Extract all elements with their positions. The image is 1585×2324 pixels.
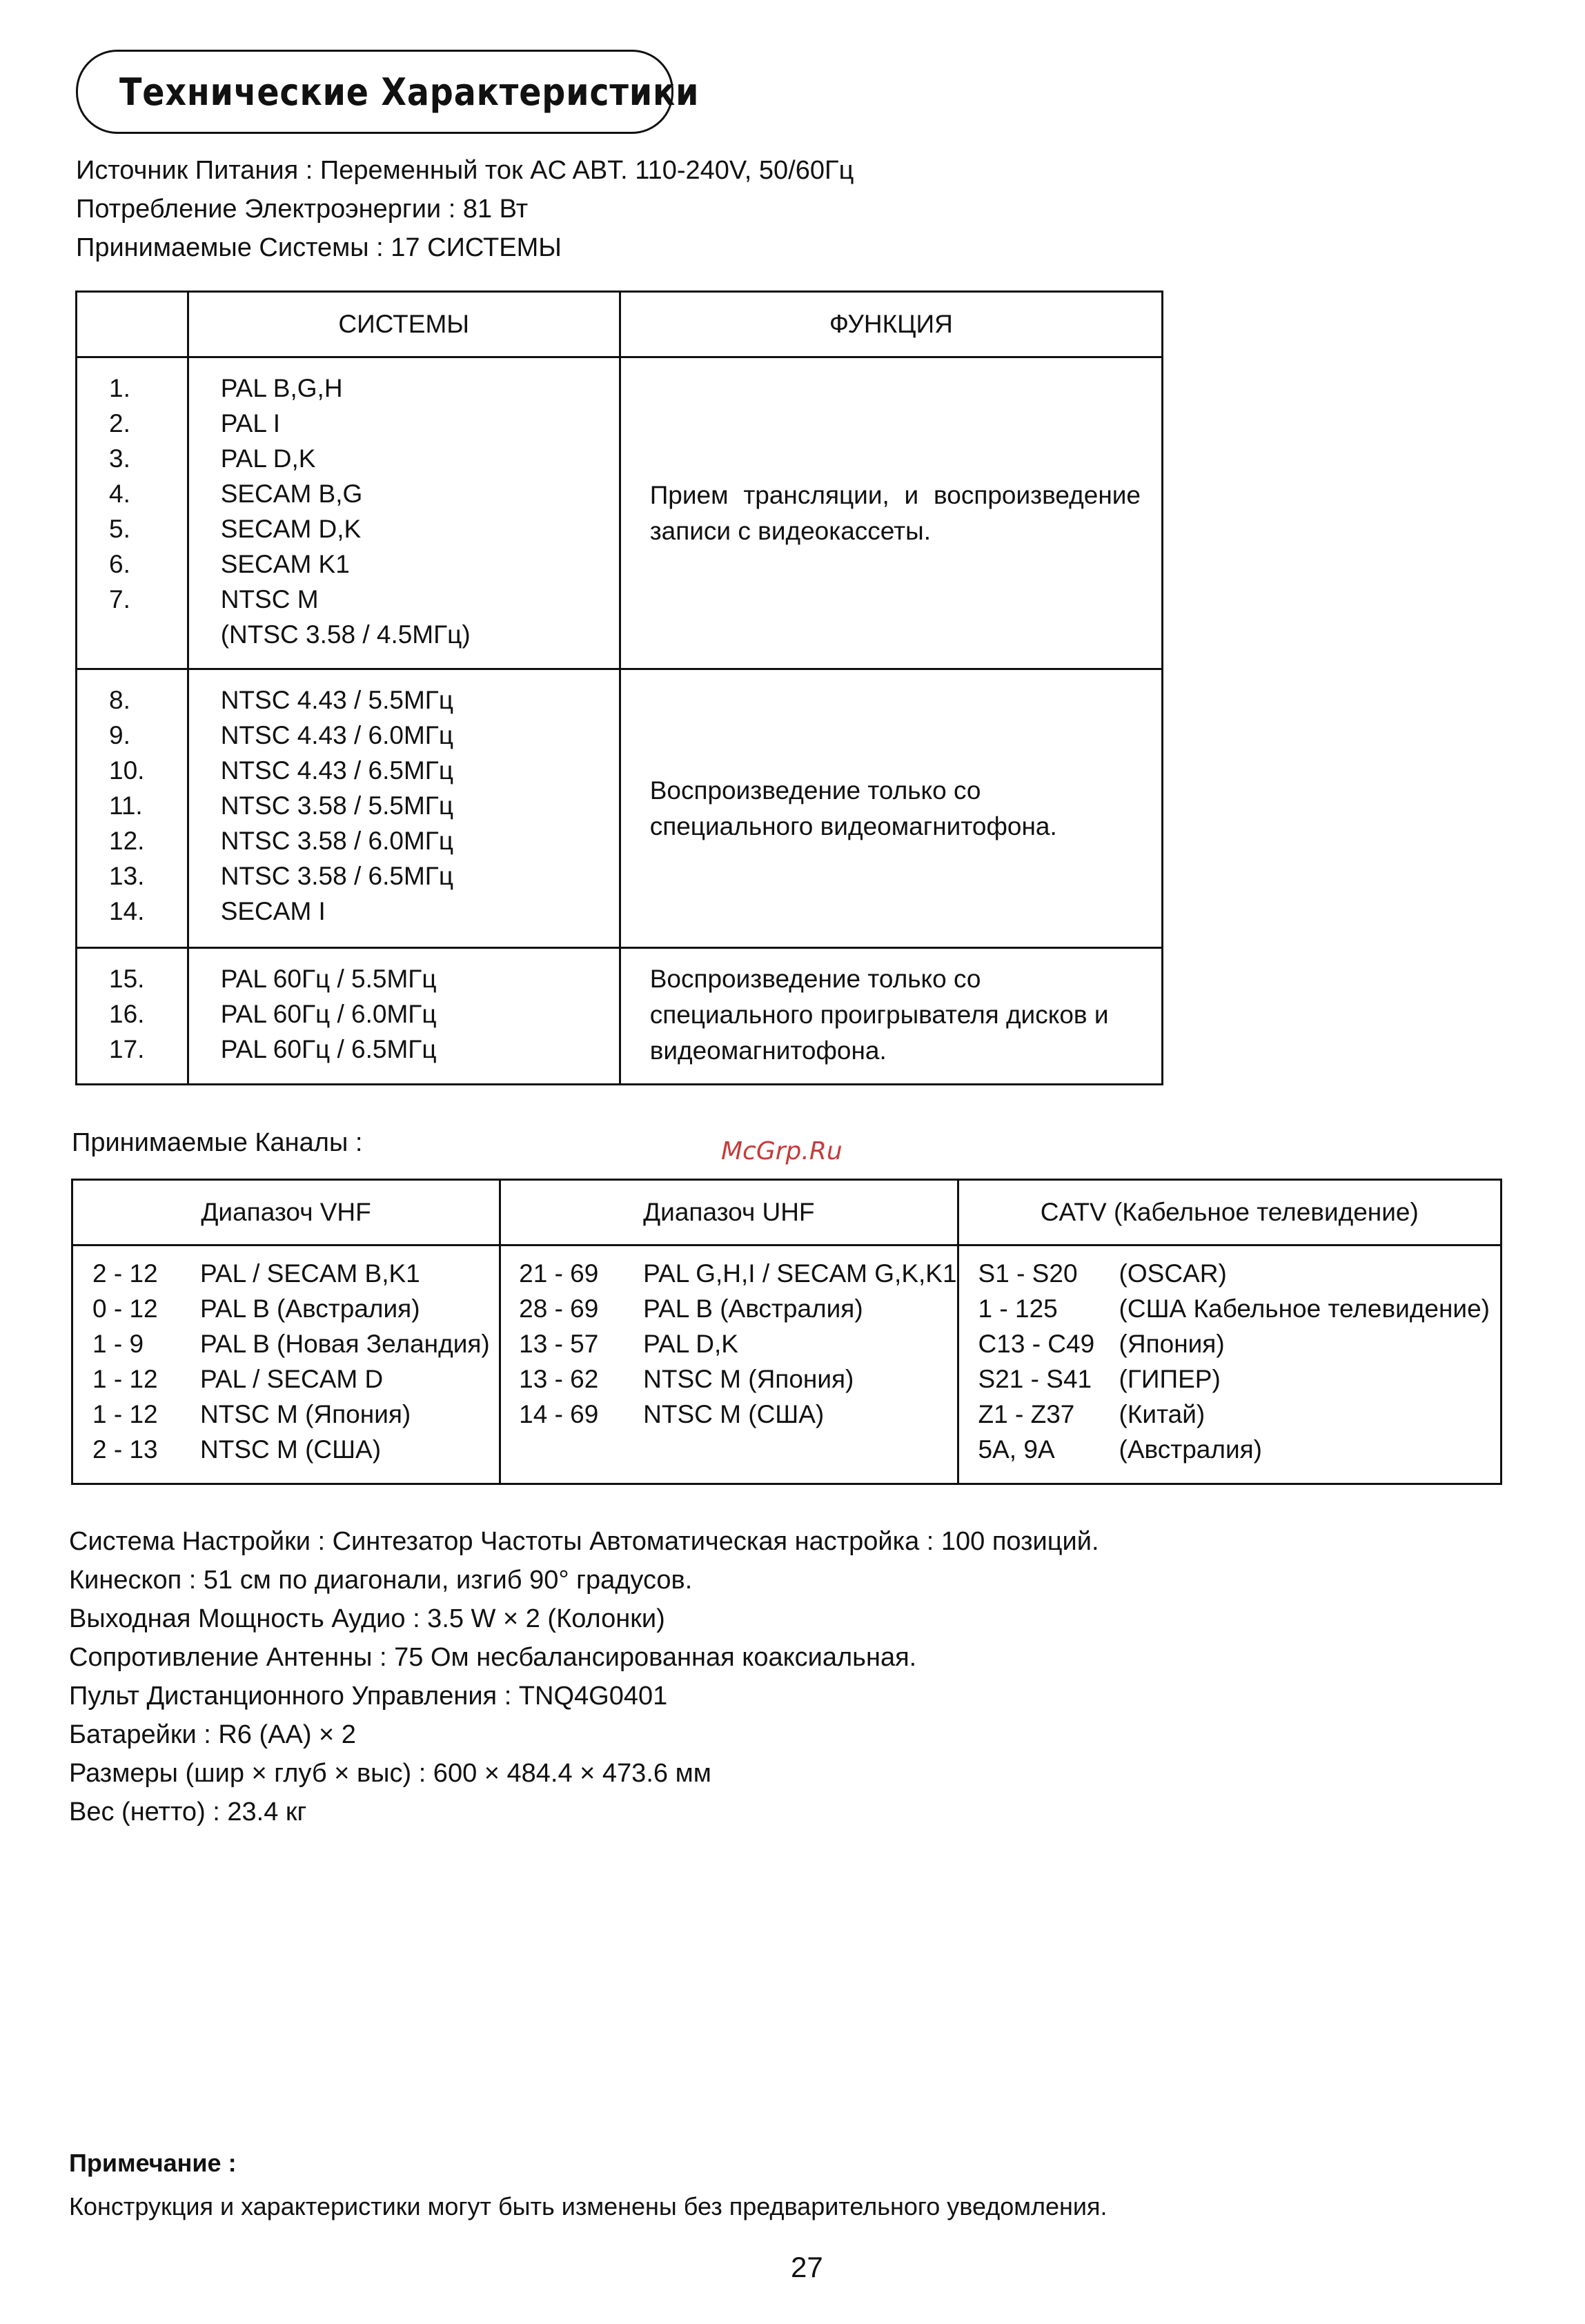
number: 11. bbox=[109, 791, 143, 820]
system-name: NTSC 3.58 / 6.5МГц bbox=[220, 862, 454, 890]
group-2-function bbox=[620, 669, 1162, 948]
group-1-systems bbox=[188, 357, 620, 669]
number: 3. bbox=[109, 444, 130, 473]
catv-row bbox=[978, 1291, 1500, 1326]
channels-label: Принимаемые Каналы : bbox=[72, 1128, 363, 1157]
system-name: SECAM K1 bbox=[220, 550, 350, 578]
system-name: NTSC 4.43 / 6.0МГц bbox=[220, 721, 454, 749]
channel-system: (США Кабельное телевидение) bbox=[1119, 1294, 1490, 1323]
function-line: специального проигрывателя дисков и bbox=[649, 1001, 1109, 1029]
uhf-row bbox=[519, 1291, 956, 1326]
number: 12. bbox=[109, 827, 145, 855]
function-line: Воспроизведение только со bbox=[649, 965, 981, 993]
system-name: NTSC 3.58 / 5.5МГц bbox=[220, 791, 454, 820]
function-line: видеомагнитофона. bbox=[649, 1036, 887, 1065]
group-3-function bbox=[620, 948, 1162, 1085]
function-line: специального видеомагнитофона. bbox=[649, 811, 1057, 840]
channel-range: 21 - 69 bbox=[519, 1259, 599, 1288]
group-1-function bbox=[620, 357, 1162, 669]
function-line: Прием трансляции, и воспроизведение bbox=[649, 480, 1141, 509]
group-3-systems bbox=[188, 948, 620, 1085]
uhf-cell bbox=[500, 1245, 958, 1484]
channel-system: NTSC M (Япония) bbox=[643, 1365, 854, 1393]
catv-row bbox=[978, 1432, 1500, 1467]
number: 5. bbox=[109, 515, 130, 543]
channel-system: (ГИПЕР) bbox=[1119, 1365, 1221, 1393]
number: 15. bbox=[109, 965, 145, 993]
channel-range: 1 - 125 bbox=[978, 1294, 1058, 1323]
header-vhf: Диапазоч VHF bbox=[72, 1180, 500, 1245]
system-name: (NTSC 3.58 / 4.5МГц) bbox=[220, 620, 471, 649]
vhf-row bbox=[92, 1361, 499, 1397]
systems-table bbox=[75, 290, 1163, 1085]
channel-range: 1 - 12 bbox=[92, 1365, 158, 1393]
channel-range: Z1 - Z37 bbox=[978, 1400, 1075, 1428]
spec-batteries: Батарейки : R6 (AA) × 2 bbox=[69, 1720, 356, 1749]
system-name: PAL D,K bbox=[220, 444, 316, 473]
channel-system: (Австралия) bbox=[1119, 1435, 1263, 1464]
vhf-row bbox=[92, 1256, 499, 1291]
system-name: SECAM I bbox=[220, 897, 326, 925]
number: 4. bbox=[109, 480, 130, 508]
number bbox=[109, 617, 187, 652]
function-line: Воспроизведение только со bbox=[649, 776, 981, 805]
channel-system: PAL B (Австралия) bbox=[200, 1294, 420, 1323]
number: 14. bbox=[109, 897, 145, 925]
number: 17. bbox=[109, 1035, 145, 1063]
channel-range: 13 - 57 bbox=[519, 1330, 599, 1358]
group-2-systems bbox=[188, 669, 620, 948]
systems-group-2 bbox=[77, 669, 1163, 948]
system-name: NTSC 4.43 / 5.5МГц bbox=[220, 686, 454, 714]
note-text: Конструкция и характеристики могут быть изменены без предварительного уведомления. bbox=[69, 2192, 1107, 2220]
number: 8. bbox=[109, 686, 130, 714]
channel-system: (Китай) bbox=[1119, 1400, 1205, 1428]
system-name: PAL I bbox=[220, 409, 281, 437]
channel-range: 14 - 69 bbox=[519, 1400, 599, 1428]
channel-system: PAL G,H,I / SECAM G,K,K1 bbox=[643, 1259, 957, 1288]
catv-row bbox=[978, 1256, 1500, 1291]
systems-received-line: Принимаемые Системы : 17 СИСТЕМЫ bbox=[76, 233, 562, 262]
vhf-row bbox=[92, 1291, 499, 1326]
channel-system: PAL / SECAM D bbox=[200, 1365, 384, 1393]
channel-system: (OSCAR) bbox=[1119, 1259, 1227, 1288]
catv-row bbox=[978, 1326, 1500, 1361]
systems-group-1 bbox=[77, 357, 1163, 669]
channel-system: (Япония) bbox=[1119, 1330, 1225, 1358]
vhf-cell bbox=[72, 1245, 500, 1484]
channel-system: PAL D,K bbox=[643, 1330, 738, 1358]
group-3-numbers bbox=[77, 948, 188, 1085]
spec-remote-control: Пульт Дистанционного Управления : TNQ4G0401 bbox=[69, 1682, 668, 1711]
system-name: PAL 60Гц / 5.5МГц bbox=[220, 965, 437, 993]
channel-system: NTSC M (США) bbox=[200, 1435, 382, 1464]
channel-system: NTSC M (США) bbox=[643, 1400, 825, 1428]
system-name: PAL 60Гц / 6.5МГц bbox=[220, 1035, 437, 1063]
vhf-row bbox=[92, 1326, 499, 1361]
spec-dimensions: Размеры (шир × глуб × выс) : 600 × 484.4 × 473.6 мм bbox=[69, 1759, 711, 1788]
channel-range: 2 - 12 bbox=[92, 1259, 158, 1288]
channel-range: S21 - S41 bbox=[978, 1365, 1092, 1393]
number: 16. bbox=[109, 1000, 145, 1028]
channel-range: 1 - 9 bbox=[92, 1330, 144, 1358]
page-title-frame bbox=[76, 50, 700, 134]
vhf-row bbox=[92, 1432, 499, 1467]
power-source-line: Источник Питания : Переменный ток AC ABT. 110-240V, 50/60Гц bbox=[76, 156, 854, 185]
channel-system: PAL B (Австралия) bbox=[643, 1294, 863, 1323]
channel-system: PAL / SECAM B,K1 bbox=[200, 1259, 420, 1288]
catv-row bbox=[978, 1397, 1500, 1432]
number: 7. bbox=[109, 585, 130, 613]
header-catv: CATV (Кабельное телевидение) bbox=[958, 1180, 1501, 1245]
uhf-row bbox=[519, 1256, 956, 1291]
number: 6. bbox=[109, 550, 130, 578]
page-number: 27 bbox=[791, 2251, 823, 2283]
channel-range: 1 - 12 bbox=[92, 1400, 158, 1428]
catv-cell bbox=[958, 1245, 1501, 1484]
systems-group-3 bbox=[77, 948, 1163, 1085]
specs-list bbox=[69, 1522, 1099, 1831]
system-name: SECAM D,K bbox=[220, 515, 362, 543]
page-title: Технические Характеристики bbox=[119, 70, 700, 114]
channels-table-header bbox=[72, 1180, 1502, 1245]
channel-range: C13 - C49 bbox=[978, 1330, 1095, 1358]
system-name: NTSC M bbox=[220, 585, 319, 613]
spec-picture-tube: Кинескоп : 51 см по диагонали, изгиб 90° градусов. bbox=[69, 1566, 693, 1595]
system-name: NTSC 3.58 / 6.0МГц bbox=[220, 827, 454, 855]
group-2-numbers bbox=[77, 669, 188, 948]
number: 1. bbox=[109, 374, 130, 402]
spec-weight: Вес (нетто) : 23.4 кг bbox=[69, 1798, 307, 1826]
channel-system: PAL B (Новая Зеландия) bbox=[200, 1330, 490, 1358]
system-name: PAL B,G,H bbox=[220, 374, 343, 402]
channel-range: 28 - 69 bbox=[519, 1294, 599, 1323]
channels-body bbox=[72, 1245, 1502, 1484]
catv-row bbox=[978, 1361, 1500, 1397]
channel-range: S1 - S20 bbox=[978, 1259, 1078, 1288]
system-name: PAL 60Гц / 6.0МГц bbox=[220, 1000, 437, 1028]
group-1-numbers bbox=[77, 357, 188, 669]
system-name: NTSC 4.43 / 6.5МГц bbox=[220, 756, 454, 785]
system-name: SECAM B,G bbox=[220, 480, 363, 508]
uhf-row bbox=[519, 1361, 956, 1397]
channel-system: NTSC M (Япония) bbox=[200, 1400, 411, 1428]
channels-table bbox=[71, 1179, 1502, 1485]
spec-antenna-impedance: Сопротивление Антенны : 75 Ом несбалансированная коаксиальная. bbox=[69, 1643, 917, 1672]
channel-range: 0 - 12 bbox=[92, 1294, 158, 1323]
watermark-text: McGrp.Ru bbox=[721, 1137, 843, 1165]
function-line: записи с видеокассеты. bbox=[649, 516, 931, 545]
channel-range: 2 - 13 bbox=[92, 1435, 158, 1464]
number: 9. bbox=[109, 721, 130, 749]
spec-tuning-system: Система Настройки : Синтезатор Частоты Автоматическая настройка : 100 позиций. bbox=[69, 1527, 1099, 1556]
vhf-row bbox=[92, 1397, 499, 1432]
note-title: Примечание : bbox=[69, 2149, 237, 2177]
power-consumption-line: Потребление Электроэнергии : 81 Вт bbox=[76, 195, 529, 224]
header-number bbox=[77, 292, 188, 357]
spec-audio-output: Выходная Мощность Аудио : 3.5 W × 2 (Колонки) bbox=[69, 1604, 665, 1633]
channel-range: 5A, 9A bbox=[978, 1435, 1055, 1464]
number: 13. bbox=[109, 862, 145, 890]
header-function: ФУНКЦИЯ bbox=[620, 292, 1162, 357]
header-systems: СИСТЕМЫ bbox=[188, 292, 620, 357]
uhf-row bbox=[519, 1326, 956, 1361]
number: 10. bbox=[109, 756, 145, 785]
uhf-row bbox=[519, 1397, 956, 1432]
number: 2. bbox=[109, 409, 130, 437]
systems-table-header bbox=[77, 292, 1163, 357]
channel-range: 13 - 62 bbox=[519, 1365, 599, 1393]
header-uhf: Диапазоч UHF bbox=[500, 1180, 958, 1245]
